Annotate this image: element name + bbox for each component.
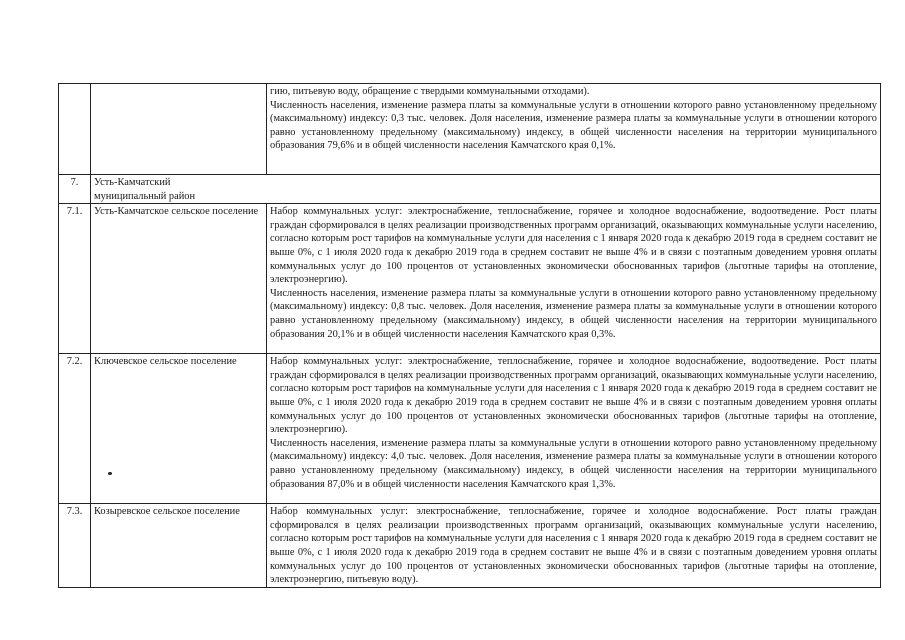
paragraph: Численность населения, изменение размера платы за коммунальные услуги в отношении которого равно установленному предельному (максимальному) индексу: 0,8 тыс. человек. Доля населения, изменение размера платы за коммунальные услуги в отношении которого равно установленному предельному (максимальному) индексу, в общей численности населения на территории муниципального образования 20,1% и в общей численности населения Камчатского края 0,3%. — [270, 287, 877, 340]
description-cell — [267, 354, 881, 504]
paragraph: Набор коммунальных услуг: электроснабжение, теплоснабжение, горячее и холодное водоснабжение, водоотведение. Рост платы граждан сформировался в целях реализации производственных программ организаций, оказывающих коммунальные услуги населению, согласно которым рост тарифов на коммунальные услуги для населения с 1 января 2020 года к декабрю 2019 года в среднем составит не выше 0%, с 1 июля 2020 года к декабрю 2019 года в среднем составит не выше 4% и в связи с поэтапным доведением уровня оплаты коммунальных услуг до 100 процентов от установленных экономически обоснованных тарифов (льготные тарифы на отопление, электроэнергию). — [270, 206, 877, 286]
row-number: 7.3. — [59, 504, 91, 588]
municipality-name — [91, 84, 267, 175]
paragraph: Набор коммунальных услуг: электроснабжение, теплоснабжение, горячее и холодное водоснабжение. Рост платы граждан сформировался в целях реализации производственных программ организаций, оказывающих коммунальные услуги населению, согласно которым рост тарифов на коммунальные услуги для населения с 1 января 2020 года к декабрю 2019 года в среднем составит не выше 0%, с 1 июля 2020 года к декабрю 2019 года в среднем составит не выше 4% и в связи с поэтапным доведением уровня оплаты коммунальных услуг до 100 процентов от установленных экономически обоснованных тарифов (льготные тарифы на отопление, электроэнергию, питьевую воду). — [270, 506, 877, 586]
district-name — [91, 175, 881, 204]
row-number: 7.1. — [59, 204, 91, 354]
municipality-name: Ключевское сельское поселение — [91, 354, 267, 504]
paragraph: Численность населения, изменение размера платы за коммунальные услуги в отношении которого равно установленному предельному (максимальному) индексу: 0,3 тыс. человек. Доля населения, изменение размера платы за коммунальные услуги в отношении которого равно установленному предельному (максимальному) индексу, в общей численности населения на территории муниципального образования 79,6% и в общей численности населения Камчатского края 0,1%. — [270, 99, 877, 152]
district-name-text: Усть-Камчатский муниципальный район — [94, 177, 196, 202]
description-cell — [267, 504, 881, 588]
paragraph: Численность населения, изменение размера платы за коммунальные услуги в отношении которого равно установленному предельному (максимальному) индексу: 4,0 тыс. человек. Доля населения, изменение размера платы за коммунальные услуги в отношении которого равно установленному предельному (максимальному) индексу, в общей численности населения на территории муниципального образования 87,0% и в общей численности населения Камчатского края 1,3%. — [270, 437, 877, 490]
row-number — [59, 84, 91, 175]
row-number: 7.2. — [59, 354, 91, 504]
description-cell — [267, 204, 881, 354]
document-page — [58, 83, 880, 607]
table-row — [59, 204, 881, 354]
paragraph: Набор коммунальных услуг: электроснабжение, теплоснабжение, горячее и холодное водоснабжение, водоотведение. Рост платы граждан сформировался в целях реализации производственных программ организаций, оказывающих коммунальные услуги населению, согласно которым рост тарифов на коммунальные услуги для населения с 1 января 2020 года к декабрю 2019 года в среднем составит не выше 0%, с 1 июля 2020 года к декабрю 2019 года в среднем составит не выше 4% и в связи с поэтапным доведением уровня оплаты коммунальных услуг до 100 процентов от установленных экономически обоснованных тарифов (льготные тарифы на отопление, электроэнергию). — [270, 356, 877, 436]
table-row — [59, 175, 881, 204]
scan-speck — [108, 472, 112, 475]
municipality-name: Козыревское сельское поселение — [91, 504, 267, 588]
tariff-table — [58, 83, 881, 588]
row-number: 7. — [59, 175, 91, 204]
paragraph: гию, питьевую воду, обращение с твердыми коммунальными отходами). — [270, 86, 590, 97]
table-row — [59, 354, 881, 504]
table-row — [59, 84, 881, 175]
municipality-name: Усть-Камчатское сельское поселение — [91, 204, 267, 354]
description-cell — [267, 84, 881, 175]
table-row — [59, 504, 881, 588]
